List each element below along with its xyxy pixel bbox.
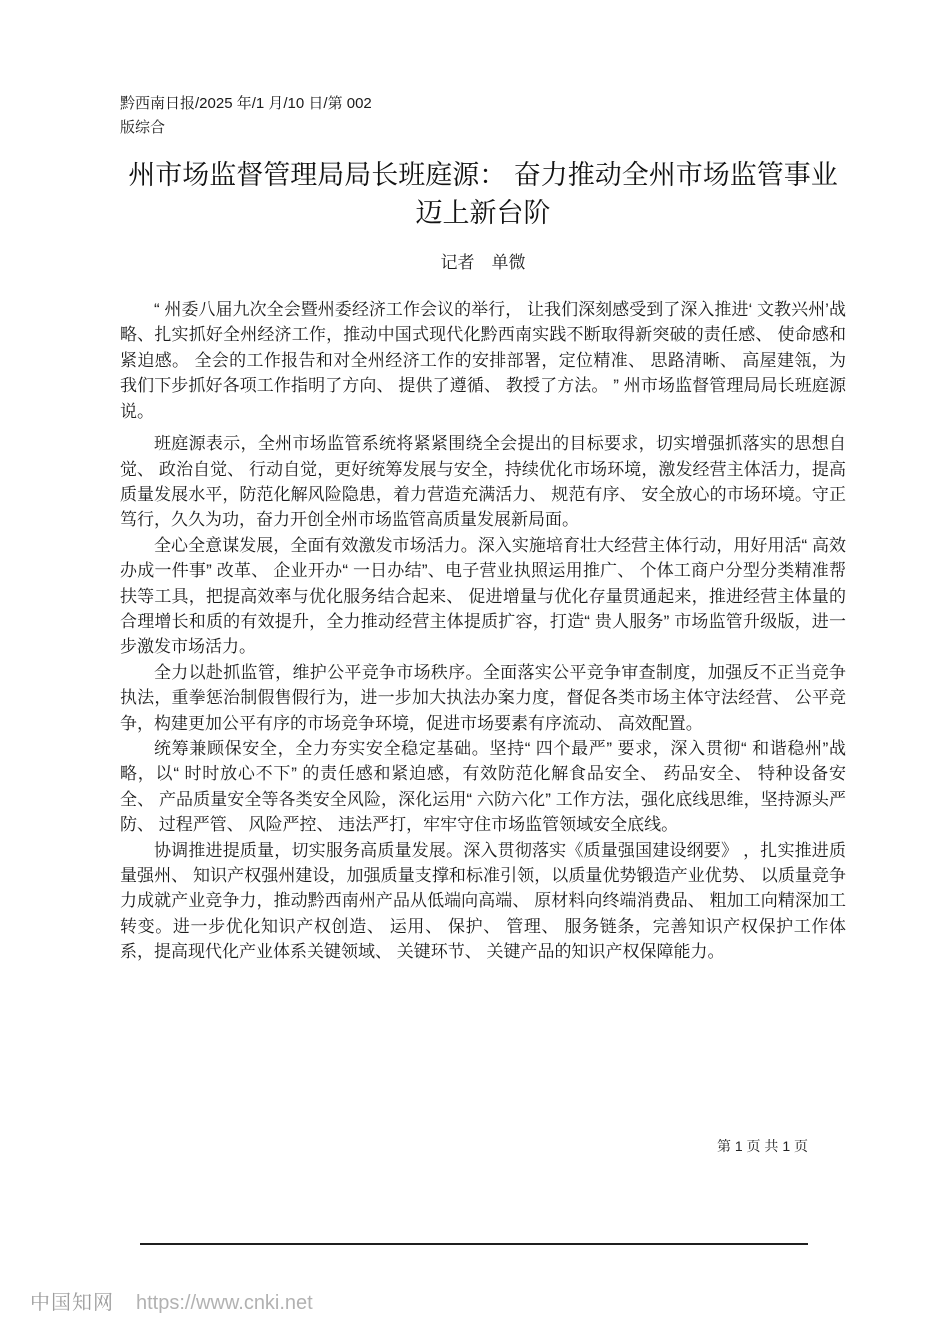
cnki-watermark bbox=[30, 1291, 313, 1315]
footer-divider bbox=[140, 1243, 808, 1245]
article-content bbox=[120, 0, 846, 965]
cnki-url: https://www.cnki.net bbox=[136, 1292, 313, 1314]
byline: 记者 单微 bbox=[440, 253, 526, 273]
article-paragraph: 班庭源表示，全州市场监管系统将紧紧围绕全会提出的目标要求，切实增强抓落实的思想自觉、 政治自觉、 行动自觉，更好统筹发展与安全，持续优化市场环境，激发经营主体活力，提高质量发展水平，防范化解风险隐患，着力营造充满活力、 规范有序、 安全放心的市场环境。守正笃行，久久为功，奋力开创全州市场监管高质量发展新局面。 bbox=[120, 434, 846, 530]
source-line-2: 版综合 bbox=[120, 119, 166, 136]
article-paragraph: 全力以赴抓监管，维护公平竞争市场秩序。全面落实公平竞争审查制度，加强反不正当竞争执法，重拳惩治制假售假行为，进一步加大执法办案力度，督促各类市场主体守法经营、 公平竞争，构建更加公平有序的市场竞争环境，促进市场要素有序流动、 高效配置。 bbox=[120, 662, 846, 733]
cnki-brand: 中国知网 bbox=[30, 1292, 114, 1314]
article-paragraph: 统筹兼顾保安全，全力夯实安全稳定基础。坚持“ 四个最严” 要求，深入贯彻“ 和谐稳州”战略，以“ 时时放心不下” 的责任感和紧迫感，有效防范化解食品安全、 药品安全、 特种设备安全、 产品质量安全等各类安全风险，深化运用“ 六防六化” 工作方法，强化底线思维，坚持源头严防、 过程严管、 风险严控、 违法严打，牢牢守住市场监管领域安全底线。 bbox=[120, 738, 846, 835]
article-body bbox=[120, 297, 846, 965]
article-title: 州市场监督管理局局长班庭源： 奋力推动全州市场监管事业迈上新台阶 bbox=[128, 160, 838, 228]
article-paragraph: 协调推进提质量，切实服务高质量发展。深入贯彻落实《质量强国建设纲要》 ，扎实推进质量强州、 知识产权强州建设，加强质量支撑和标准引领，以质量优势锻造产业优势、 以质量竞争力成就产业竞争力，推动黔西南州产品从低端向高端、 原材料向终端消费品、 粗加工向精深加工转变。进一步优化知识产权创造、 运用、 保护、 管理、 服务链条，完善知识产权保护工作体系，提高现代化产业体系关键领域、 关键环节、 关键产品的知识产权保障能力。 bbox=[120, 840, 846, 962]
article-paragraph: 全心全意谋发展，全面有效激发市场活力。深入实施培育壮大经营主体行动，用好用活“ 高效办成一件事” 改革、 企业开办“ 一日办结”、电子营业执照运用推广、 个体工商户分型分类精准帮扶等工具，把提高效率与优化服务结合起来、 促进增量与优化存量贯通起来，推进经营主体量的合理增长和质的有效提升，全力推动经营主体提质扩容，打造“ 贵人服务” 市场监管升级版，进一步激发市场活力。 bbox=[120, 535, 846, 657]
source-header bbox=[120, 0, 846, 140]
article-paragraph: “ 州委八届九次全会暨州委经济工作会议的举行， 让我们深刻感受到了深入推进‘ 文教兴州’战略、扎实抓好全州经济工作，推动中国式现代化黔西南实践不断取得新突破的责任感、 使命感和紧迫感。 全会的工作报告和对全州经济工作的安排部署，定位精准、 思路清晰、 高屋建瓴，为我们下步抓好各项工作指明了方向、 提供了遵循、 教授了方法。 ” 州市场监督管理局局长班庭源说。 bbox=[120, 300, 846, 421]
source-line-1: 黔西南日报/2025 年/1 月/10 日/第 002 bbox=[120, 95, 372, 112]
page-indicator: 第 1 页 共 1 页 bbox=[716, 1138, 808, 1154]
